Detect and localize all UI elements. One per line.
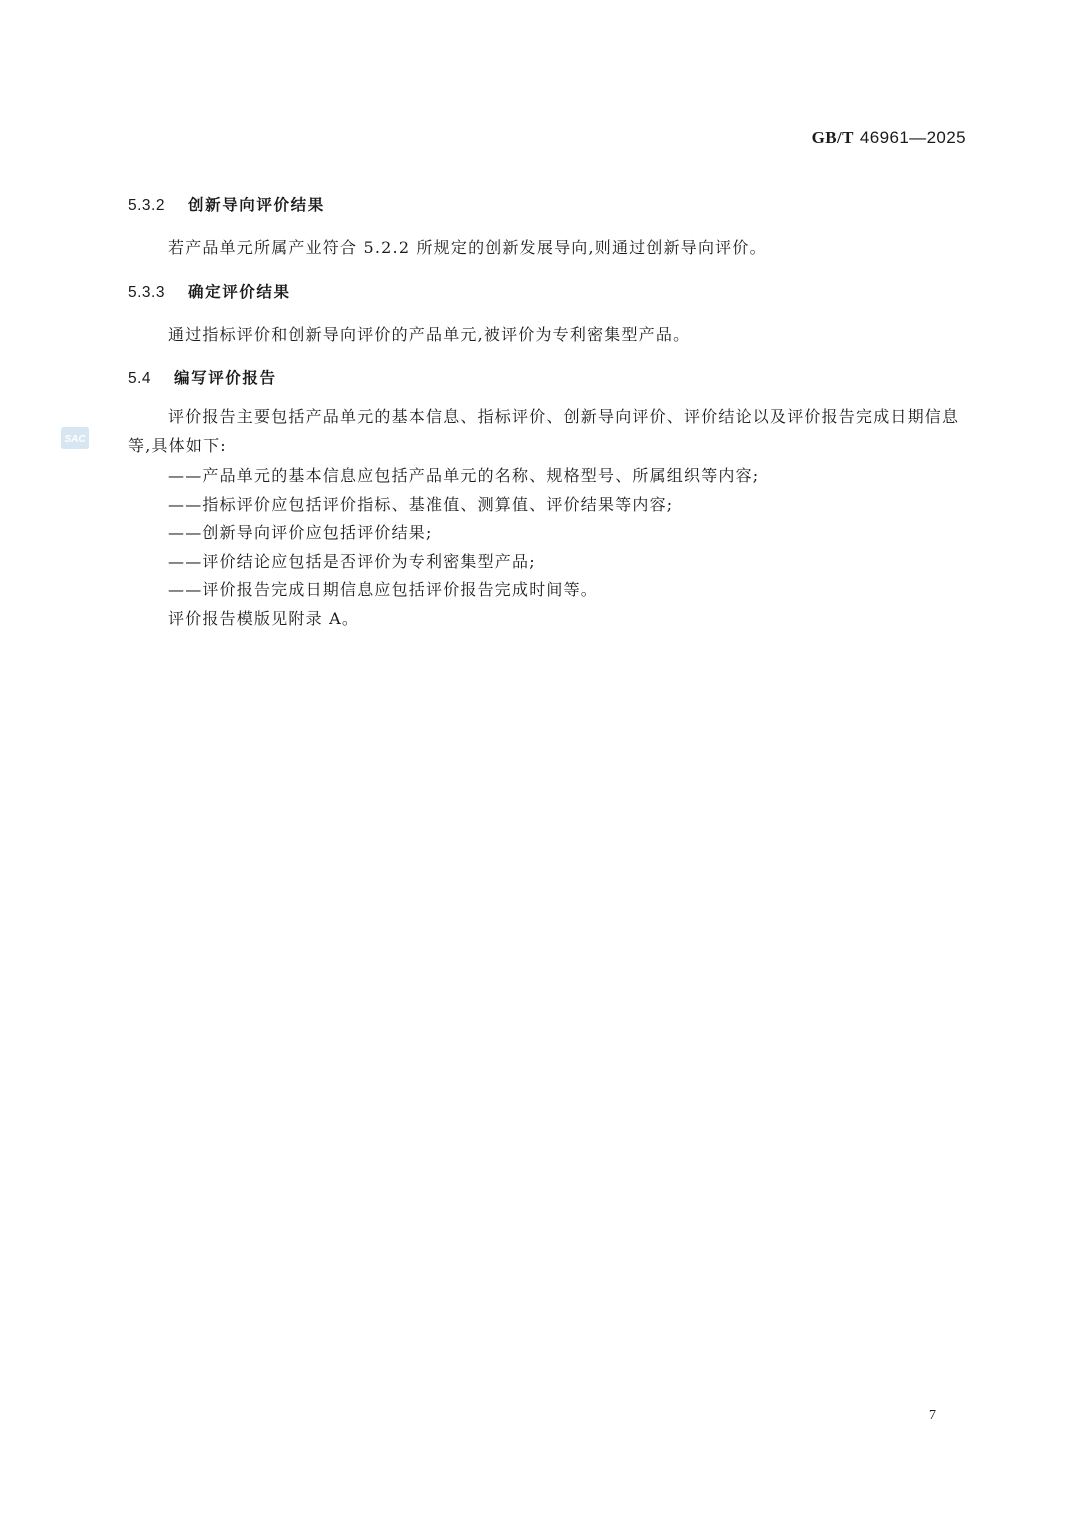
heading-title: 创新导向评价结果 <box>188 196 325 214</box>
heading-number: 5.4 <box>128 370 152 387</box>
heading-number: 5.3.3 <box>128 284 165 301</box>
paragraph-5-3-3: 通过指标评价和创新导向评价的产品单元,被评价为专利密集型产品。 <box>168 325 691 344</box>
paragraph-5-3-2: 若产品单元所属产业符合 5.2.2 所规定的创新发展导向,则通过创新导向评价。 <box>168 238 767 257</box>
heading-title: 编写评价报告 <box>174 369 277 387</box>
heading-5-3-2 <box>128 193 325 215</box>
list-item: ——产品单元的基本信息应包括产品单元的名称、规格型号、所属组织等内容; <box>168 466 760 485</box>
paragraph-5-4-closing: 评价报告模版见附录 A。 <box>168 609 360 628</box>
list-item: ——创新导向评价应包括评价结果; <box>168 523 433 542</box>
heading-5-3-3 <box>128 280 291 302</box>
standard-prefix: GB/T <box>811 128 854 147</box>
sac-watermark-logo <box>60 425 90 451</box>
page-number: 7 <box>929 1408 936 1423</box>
paragraph-5-4-intro: 评价报告主要包括产品单元的基本信息、指标评价、创新导向评价、评价结论以及评价报告完成日期信息等,具体如下: <box>128 407 960 455</box>
standard-number: 46961—2025 <box>859 128 966 147</box>
report-contents-list <box>168 462 759 605</box>
list-item: ——指标评价应包括评价指标、基准值、测算值、评价结果等内容; <box>168 494 674 514</box>
list-item: ——评价结论应包括是否评价为专利密集型产品; <box>168 551 536 571</box>
heading-number: 5.3.2 <box>128 197 165 214</box>
heading-title: 确定评价结果 <box>188 283 291 301</box>
standard-code <box>812 128 966 148</box>
list-item: ——评价报告完成日期信息应包括评价报告完成时间等。 <box>168 580 599 599</box>
sac-logo-text: SAC <box>64 434 86 445</box>
heading-5-4 <box>128 366 277 388</box>
